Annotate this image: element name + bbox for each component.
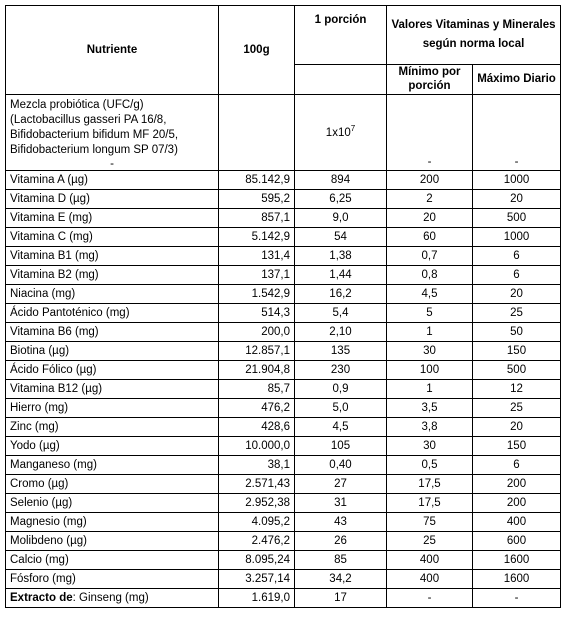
nutrition-table-container — [5, 5, 561, 608]
value-maximo: 50 — [473, 323, 561, 342]
nutrient-name: Vitamina B2 (mg) — [6, 266, 219, 285]
value-porcion: 27 — [295, 475, 387, 494]
value-100g: 137,1 — [219, 266, 295, 285]
probiotic-min: - — [387, 95, 473, 171]
value-minimo: 30 — [387, 437, 473, 456]
value-porcion: 1,38 — [295, 247, 387, 266]
value-minimo: 3,5 — [387, 399, 473, 418]
extract-label-rest: : Ginseng (mg) — [72, 592, 149, 604]
value-minimo: 60 — [387, 228, 473, 247]
header-valores: Valores Vitaminas y Minerales según norma local — [387, 6, 561, 65]
value-maximo: 1600 — [473, 551, 561, 570]
value-porcion: 135 — [295, 342, 387, 361]
nutrient-name: Selenio (µg) — [6, 494, 219, 513]
value-porcion: 5,0 — [295, 399, 387, 418]
table-row — [6, 513, 561, 532]
nutrient-name: Hierro (mg) — [6, 399, 219, 418]
value-maximo: 500 — [473, 209, 561, 228]
probiotic-name — [6, 95, 219, 171]
value-porcion: 1,44 — [295, 266, 387, 285]
table-row — [6, 228, 561, 247]
value-100g: 857,1 — [219, 209, 295, 228]
value-minimo: 17,5 — [387, 494, 473, 513]
value-100g: 428,6 — [219, 418, 295, 437]
value-maximo: 200 — [473, 494, 561, 513]
probiotic-porcion-base: 1x10 — [325, 126, 351, 139]
nutrient-name: Vitamina A (µg) — [6, 171, 219, 190]
value-maximo: 1000 — [473, 171, 561, 190]
value-maximo: 20 — [473, 285, 561, 304]
extract-label-bold: Extracto de — [10, 592, 73, 604]
value-porcion: 894 — [295, 171, 387, 190]
value-porcion: 31 — [295, 494, 387, 513]
value-100g: 85.142,9 — [219, 171, 295, 190]
value-minimo: 3,8 — [387, 418, 473, 437]
table-row — [6, 475, 561, 494]
probiotic-row — [6, 95, 561, 171]
value-100g: 8.095,24 — [219, 551, 295, 570]
nutrient-name: Vitamina B1 (mg) — [6, 247, 219, 266]
value-maximo: 25 — [473, 399, 561, 418]
value-100g: 12.857,1 — [219, 342, 295, 361]
value-100g: 595,2 — [219, 190, 295, 209]
table-row — [6, 380, 561, 399]
header-nutriente: Nutriente — [6, 6, 219, 95]
table-row — [6, 285, 561, 304]
value-100g: 4.095,2 — [219, 513, 295, 532]
value-maximo: 400 — [473, 513, 561, 532]
table-row — [6, 247, 561, 266]
table-row — [6, 494, 561, 513]
value-maximo: 6 — [473, 266, 561, 285]
value-minimo: 200 — [387, 171, 473, 190]
table-row — [6, 323, 561, 342]
probiotic-100g-dash: - — [110, 158, 114, 170]
nutrient-name: Calcio (mg) — [6, 551, 219, 570]
value-100g: 3.257,14 — [219, 570, 295, 589]
value-maximo: 1000 — [473, 228, 561, 247]
value-100g: 476,2 — [219, 399, 295, 418]
value-minimo: 75 — [387, 513, 473, 532]
table-row — [6, 209, 561, 228]
table-row — [6, 551, 561, 570]
probiotic-porcion-exp: 7 — [350, 123, 356, 133]
value-maximo: 6 — [473, 247, 561, 266]
nutrient-name: Molibdeno (µg) — [6, 532, 219, 551]
value-maximo: 25 — [473, 304, 561, 323]
value-100g: 85,7 — [219, 380, 295, 399]
nutrient-name: Ácido Pantoténico (mg) — [6, 304, 219, 323]
extract-min: - — [387, 589, 473, 608]
nutrient-name: Manganeso (mg) — [6, 456, 219, 475]
value-100g: 200,0 — [219, 323, 295, 342]
value-porcion: 54 — [295, 228, 387, 247]
table-row — [6, 532, 561, 551]
value-minimo: 0,5 — [387, 456, 473, 475]
value-maximo: 1600 — [473, 570, 561, 589]
value-minimo: 4,5 — [387, 285, 473, 304]
value-minimo: 2 — [387, 190, 473, 209]
value-minimo: 20 — [387, 209, 473, 228]
value-100g: 5.142,9 — [219, 228, 295, 247]
nutrient-name: Vitamina E (mg) — [6, 209, 219, 228]
nutrient-name: Magnesio (mg) — [6, 513, 219, 532]
nutrient-name: Vitamina B6 (mg) — [6, 323, 219, 342]
table-row — [6, 342, 561, 361]
table-row — [6, 190, 561, 209]
value-porcion: 85 — [295, 551, 387, 570]
table-row — [6, 418, 561, 437]
value-100g: 10.000,0 — [219, 437, 295, 456]
extract-100g: 1.619,0 — [219, 589, 295, 608]
value-maximo: 6 — [473, 456, 561, 475]
header-porcion: 1 porción — [295, 6, 387, 65]
value-minimo: 0,7 — [387, 247, 473, 266]
nutrient-name: Vitamina C (mg) — [6, 228, 219, 247]
value-minimo: 25 — [387, 532, 473, 551]
value-100g: 1.542,9 — [219, 285, 295, 304]
value-porcion: 43 — [295, 513, 387, 532]
value-porcion: 230 — [295, 361, 387, 380]
table-row — [6, 171, 561, 190]
value-minimo: 400 — [387, 551, 473, 570]
nutrient-name: Ácido Fólico (µg) — [6, 361, 219, 380]
value-porcion: 6,25 — [295, 190, 387, 209]
value-minimo: 30 — [387, 342, 473, 361]
header-maximo: Máximo Diario — [473, 64, 561, 94]
value-porcion: 5,4 — [295, 304, 387, 323]
header-porcion-empty — [295, 64, 387, 94]
value-minimo: 1 — [387, 323, 473, 342]
value-100g: 2.476,2 — [219, 532, 295, 551]
nutrition-table — [5, 5, 561, 608]
probiotic-name-text: Mezcla probiótica (UFC/g) (Lactobacillus gasseri PA 16/8, Bifidobacterium bifidum MF 20/5, Bifidobacterium longum SP 07/3) — [10, 99, 179, 156]
value-100g: 21.904,8 — [219, 361, 295, 380]
extract-porcion: 17 — [295, 589, 387, 608]
value-porcion: 26 — [295, 532, 387, 551]
value-maximo: 20 — [473, 418, 561, 437]
extract-row — [6, 589, 561, 608]
value-porcion: 0,9 — [295, 380, 387, 399]
table-row — [6, 437, 561, 456]
value-porcion: 34,2 — [295, 570, 387, 589]
value-100g: 2.952,38 — [219, 494, 295, 513]
table-row — [6, 456, 561, 475]
value-minimo: 1 — [387, 380, 473, 399]
value-maximo: 200 — [473, 475, 561, 494]
value-minimo: 0,8 — [387, 266, 473, 285]
probiotic-porcion — [295, 95, 387, 171]
probiotic-100g — [219, 95, 295, 171]
value-minimo: 400 — [387, 570, 473, 589]
table-row — [6, 266, 561, 285]
nutrient-name: Yodo (µg) — [6, 437, 219, 456]
extract-max: - — [473, 589, 561, 608]
nutrient-name: Zinc (mg) — [6, 418, 219, 437]
value-minimo: 100 — [387, 361, 473, 380]
value-maximo: 150 — [473, 342, 561, 361]
value-100g: 514,3 — [219, 304, 295, 323]
value-maximo: 150 — [473, 437, 561, 456]
value-porcion: 4,5 — [295, 418, 387, 437]
value-100g: 2.571,43 — [219, 475, 295, 494]
value-100g: 38,1 — [219, 456, 295, 475]
value-porcion: 0,40 — [295, 456, 387, 475]
value-maximo: 500 — [473, 361, 561, 380]
nutrient-name: Cromo (µg) — [6, 475, 219, 494]
nutrient-name: Fósforo (mg) — [6, 570, 219, 589]
extract-name — [6, 589, 219, 608]
value-porcion: 105 — [295, 437, 387, 456]
nutrient-name: Biotina (µg) — [6, 342, 219, 361]
table-row — [6, 361, 561, 380]
table-row — [6, 304, 561, 323]
value-minimo: 5 — [387, 304, 473, 323]
value-minimo: 17,5 — [387, 475, 473, 494]
value-porcion: 9,0 — [295, 209, 387, 228]
value-porcion: 16,2 — [295, 285, 387, 304]
value-100g: 131,4 — [219, 247, 295, 266]
probiotic-max: - — [473, 95, 561, 171]
table-row — [6, 399, 561, 418]
header-100g: 100g — [219, 6, 295, 95]
nutrient-name: Niacina (mg) — [6, 285, 219, 304]
value-maximo: 12 — [473, 380, 561, 399]
nutrient-name: Vitamina D (µg) — [6, 190, 219, 209]
value-maximo: 600 — [473, 532, 561, 551]
value-porcion: 2,10 — [295, 323, 387, 342]
value-maximo: 20 — [473, 190, 561, 209]
nutrient-name: Vitamina B12 (µg) — [6, 380, 219, 399]
header-minimo: Mínimo por porción — [387, 64, 473, 94]
table-row — [6, 570, 561, 589]
